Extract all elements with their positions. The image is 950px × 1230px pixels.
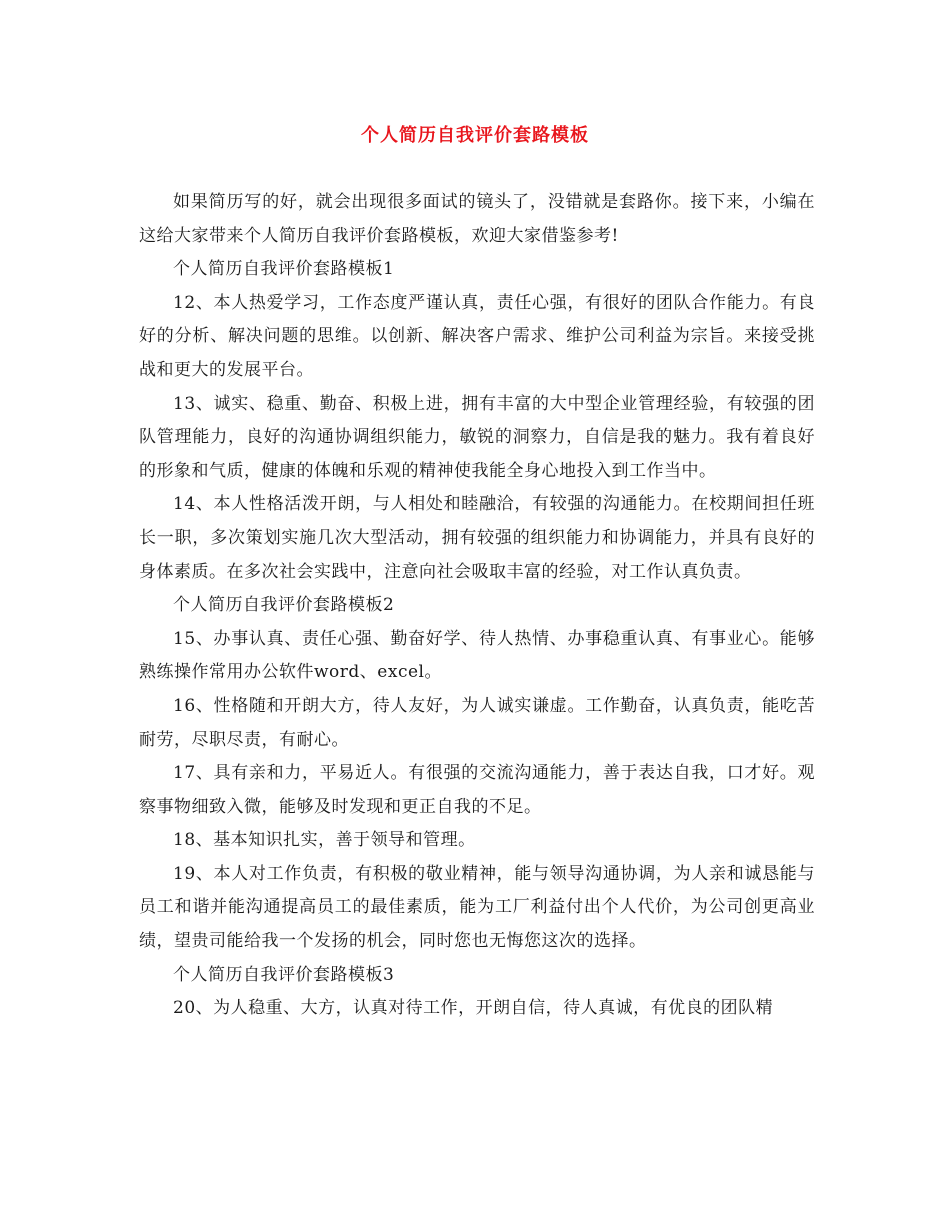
item-paragraph-12: 12、本人热爱学习，工作态度严谨认真，责任心强，有很好的团队合作能力。有良好的分析、解决问题的思维。以创新、解决客户需求、维护公司利益为宗旨。来接受挑战和更大的发展平台。 bbox=[139, 292, 815, 380]
item-paragraph-18: 18、基本知识扎实，善于领导和管理。 bbox=[173, 830, 476, 851]
item-paragraph-16: 16、性格随和开朗大方，待人友好，为人诚实谦虚。工作勤奋，认真负责，能吃苦耐劳，尽职尽责，有耐心。 bbox=[139, 695, 815, 750]
document-title: 个人简历自我评价套路模板 bbox=[361, 125, 589, 146]
section-heading-3: 个人简历自我评价套路模板3 bbox=[173, 964, 395, 985]
item-paragraph-13: 13、诚实、稳重、勤奋、积极上进，拥有丰富的大中型企业管理经验，有较强的团队管理能力，良好的沟通协调组织能力，敏锐的洞察力，自信是我的魅力。我有着良好的形象和气质，健康的体魄和乐观的精神使我能全身心地投入到工作当中。 bbox=[139, 393, 815, 481]
item-paragraph-15: 15、办事认真、责任心强、勤奋好学、待人热情、办事稳重认真、有事业心。能够熟练操作常用办公软件word、excel。 bbox=[139, 628, 815, 683]
item-paragraph-20: 20、为人稳重、大方，认真对待工作，开朗自信，待人真诚，有优良的团队精 bbox=[173, 998, 774, 1019]
item-paragraph-14: 14、本人性格活泼开朗，与人相处和睦融洽，有较强的沟通能力。在校期间担任班长一职，多次策划实施几次大型活动，拥有较强的组织能力和协调能力，并具有良好的身体素质。在多次社会实践中，注意向社会吸取丰富的经验，对工作认真负责。 bbox=[139, 494, 815, 582]
intro-paragraph: 如果简历写的好，就会出现很多面试的镜头了，没错就是套路你。接下来，小编在这给大家带来个人简历自我评价套路模板，欢迎大家借鉴参考! bbox=[139, 192, 815, 246]
item-paragraph-17: 17、具有亲和力，平易近人。有很强的交流沟通能力，善于表达自我，口才好。观察事物细致入微，能够及时发现和更正自我的不足。 bbox=[139, 763, 815, 817]
document-body bbox=[139, 186, 815, 1026]
section-heading-1: 个人简历自我评价套路模板1 bbox=[173, 259, 395, 280]
item-paragraph-19: 19、本人对工作负责，有积极的敬业精神，能与领导沟通协调，为人亲和诚恳能与员工和谐并能沟通提高员工的最佳素质，能为工厂利益付出个人代价，为公司创更高业绩，望贵司能给我一个发扬的机会，同时您也无悔您这次的选择。 bbox=[139, 863, 815, 952]
section-heading-2: 个人简历自我评价套路模板2 bbox=[173, 595, 395, 616]
